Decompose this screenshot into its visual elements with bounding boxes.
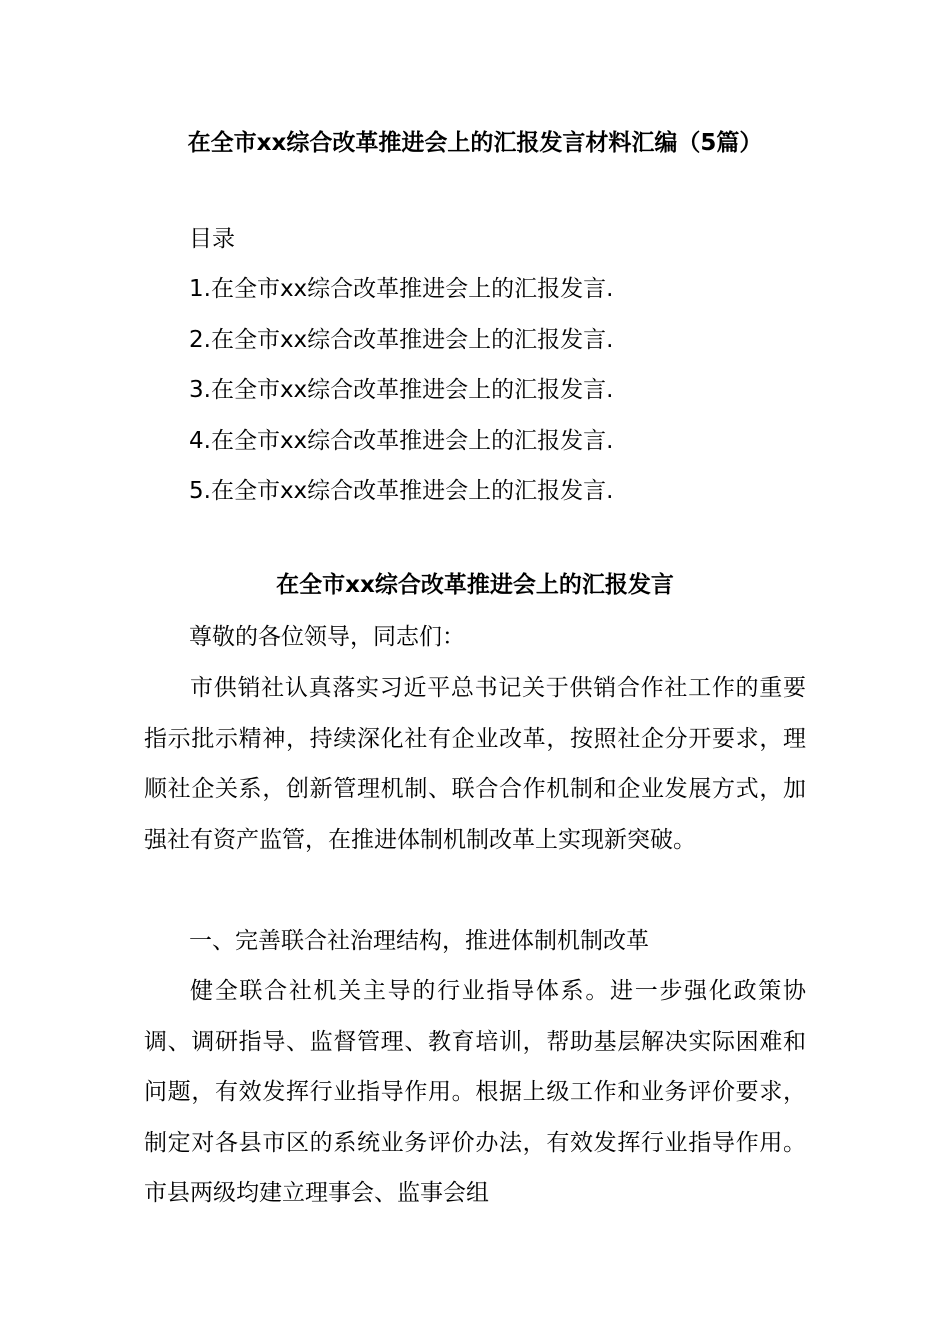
- salutation: 尊敬的各位领导，同志们：: [189, 624, 465, 650]
- toc-item: 1.在全市xx综合改革推进会上的汇报发言.: [189, 276, 614, 302]
- intro-paragraph: 市供销社认真落实习近平总书记关于供销合作社工作的重要指示批示精神，持续深化社有企业改革，按照社企分开要求，理顺社企关系，创新管理机制、联合合作机制和企业发展方式，加强社有资产监管，在推进体制机制改革上实现新突破。: [144, 675, 806, 853]
- document-title: 在全市xx综合改革推进会上的汇报发言材料汇编（5篇）: [187, 130, 763, 156]
- section-heading: 一、完善联合社治理结构，推进体制机制改革: [189, 928, 649, 954]
- toc-item: 4.在全市xx综合改革推进会上的汇报发言.: [189, 428, 614, 454]
- section-title: 在全市xx综合改革推进会上的汇报发言: [276, 572, 674, 598]
- toc-item: 5.在全市xx综合改革推进会上的汇报发言.: [189, 478, 614, 504]
- toc-item: 2.在全市xx综合改革推进会上的汇报发言.: [189, 327, 614, 353]
- toc-item: 3.在全市xx综合改革推进会上的汇报发言.: [189, 377, 614, 403]
- toc-heading: 目录: [189, 226, 235, 252]
- body-paragraph: 健全联合社机关主导的行业指导体系。进一步强化政策协调、调研指导、监督管理、教育培训，帮助基层解决实际困难和问题，有效发挥行业指导作用。根据上级工作和业务评价要求，制定对各县市区的系统业务评价办法，有效发挥行业指导作用。市县两级均建立理事会、监事会组: [144, 978, 806, 1206]
